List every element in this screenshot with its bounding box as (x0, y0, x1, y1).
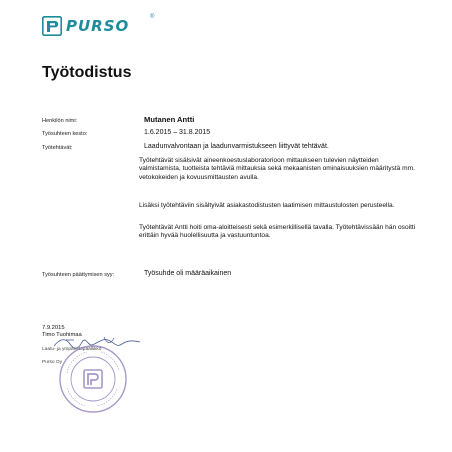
end-reason-label: Työsuhteen päättymisen syy: (42, 272, 115, 278)
tasks-label: Työtehtävät: (42, 145, 73, 151)
purso-logo (42, 16, 162, 36)
period-label: Työsuhteen kesto: (42, 131, 88, 137)
purso-logo-icon (42, 16, 62, 36)
paragraph-reports: Lisäksi työtehtäviin sisältyivät asiakastodistusten laatimisen mittaustulosten perusteella. (139, 202, 395, 209)
brand-name: PURSO (66, 17, 130, 35)
signature-date: 7.9.2015 (42, 325, 65, 331)
document-title: Työtodistus (42, 64, 132, 81)
tasks-value: Laadunvalvontaan ja laadunvarmistukseen liittyvät tehtävät. (144, 143, 329, 150)
registered-mark: ® (150, 14, 155, 20)
paragraph-tasks-detail: Työtehtävät sisälsivät aineenkoestuslaboratorioon mittaukseen tulevien näytteiden valmistamista, tuotteista tehtäviä mittauksia sekä mekaanisten ominaisuuksien määritystä mm. vetokokeiden ja kovuusmittausten avulla. (139, 157, 415, 181)
signer-company: Purso Oy (42, 360, 62, 365)
signer-name: Timo Tuohimaa (42, 332, 82, 339)
paragraph-evaluation: Työtehtävät Antti hoiti oma-aloitteisesti sekä esimerkillisellä tavalla. Työtehtävissään hän osoitti erittäin hyvää huolellisuutta ja vastuuntuntoa. (139, 224, 416, 240)
name-value: Mutanen Antti (144, 115, 195, 124)
end-reason-value: Työsuhde oli määräaikainen (144, 270, 232, 277)
name-label: Henkilön nimi: (42, 118, 78, 124)
period-value: 1.6.2015 – 31.8.2015 (144, 129, 211, 136)
signer-role: Laatu- ja ympäristöpäällikkö (42, 347, 102, 352)
company-stamp (57, 343, 129, 415)
